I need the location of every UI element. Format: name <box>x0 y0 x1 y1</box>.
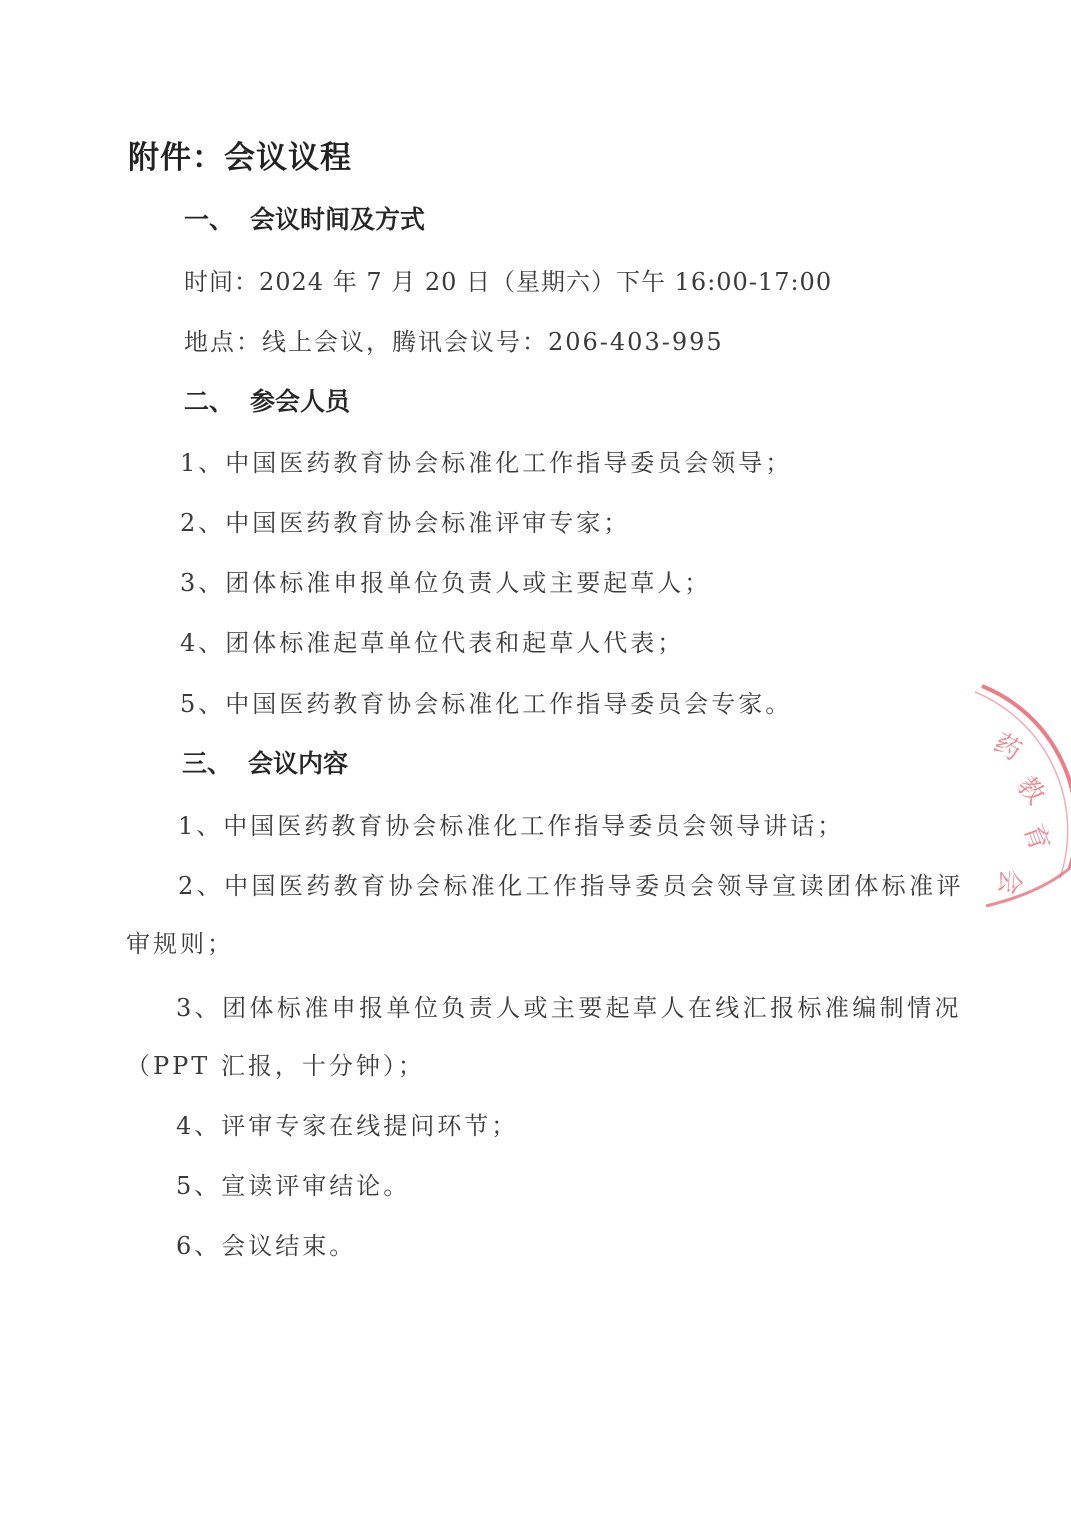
agenda-item-continuation: 审规则； <box>126 930 234 958</box>
agenda-item: 4、评审专家在线提问环节； <box>176 1112 519 1140</box>
attendee-item: 1、中国医药教育协会标准化工作指导委员会领导； <box>180 449 793 477</box>
section-heading-content <box>182 744 348 780</box>
section-label: 参会人员 <box>250 387 351 416</box>
page-title: 附件：会议议程 <box>128 140 352 176</box>
section-number: 二、 <box>184 387 235 416</box>
agenda-item: 2、中国医药教育协会标准化工作指导委员会领导宣读团体标准评 <box>178 872 964 900</box>
section-label: 会议内容 <box>248 749 349 778</box>
meeting-place: 地点：线上会议，腾讯会议号：206-403-995 <box>184 328 724 356</box>
agenda-item: 1、中国医药教育协会标准化工作指导委员会领导讲话； <box>178 812 845 840</box>
agenda-item: 6、会议结束。 <box>176 1232 357 1260</box>
svg-text:育: 育 <box>1017 820 1055 855</box>
svg-text:教: 教 <box>1010 771 1051 811</box>
section-heading-time-method <box>184 200 425 236</box>
agenda-item-continuation: （PPT 汇报，十分钟）； <box>126 1052 425 1080</box>
section-label: 会议时间及方式 <box>250 205 426 234</box>
attendee-item: 4、团体标准起草单位代表和起草人代表； <box>180 629 685 657</box>
meeting-time: 时间：2024 年 7 月 20 日（星期六）下午 16:00-17:00 <box>184 268 833 296</box>
section-number: 一、 <box>184 205 235 234</box>
agenda-item: 5、宣读评审结论。 <box>176 1172 411 1200</box>
attendee-item: 5、中国医药教育协会标准化工作指导委员会专家。 <box>180 690 793 718</box>
svg-text:药: 药 <box>988 728 1027 768</box>
svg-text:会: 会 <box>992 867 1025 896</box>
section-number: 三、 <box>182 749 233 778</box>
official-seal <box>920 668 1071 918</box>
agenda-item: 3、团体标准申报单位负责人或主要起草人在线汇报标准编制情况 <box>176 994 962 1022</box>
attendee-item: 3、团体标准申报单位负责人或主要起草人； <box>180 569 712 597</box>
section-heading-attendees <box>184 382 350 418</box>
attendee-item: 2、中国医药教育协会标准评审专家； <box>180 509 631 537</box>
